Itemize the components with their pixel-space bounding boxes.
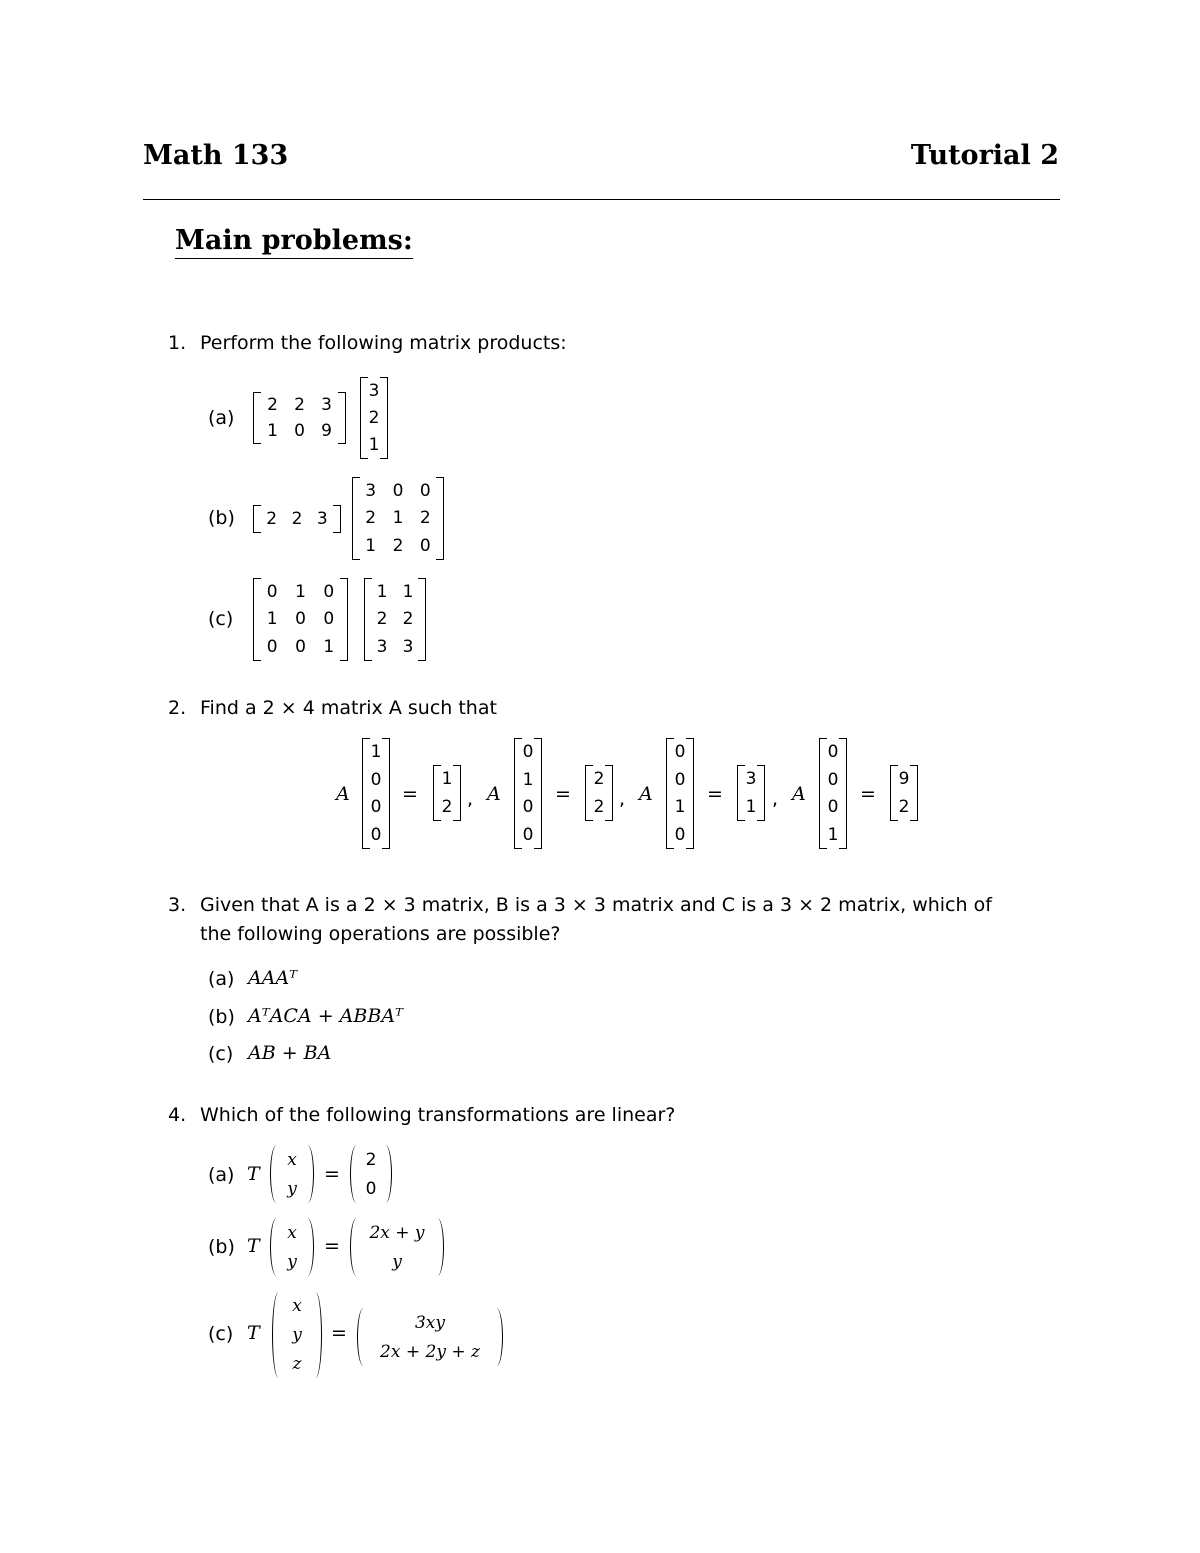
problem-3-number: 3. (168, 894, 187, 916)
header-rule (143, 199, 1060, 200)
matrix-entry: 0 (392, 480, 404, 501)
matrix-1b-left (253, 505, 341, 533)
equals-sign: = (402, 783, 418, 805)
result-vector-4 (890, 765, 918, 821)
matrix-entry: 3 (321, 395, 332, 415)
matrix-entry: 1 (392, 508, 404, 529)
problem-3c-expression: AB + BA (248, 1042, 332, 1064)
transform-T-symbol: T (247, 1235, 260, 1257)
matrix-entry: 0 (294, 421, 305, 441)
problem-1b-label: (b) (208, 507, 235, 529)
matrix-entry: 9 (321, 421, 332, 441)
vector-entry: z (292, 1353, 302, 1374)
matrix-A-symbol: A (639, 783, 653, 805)
matrix-entry: 0 (323, 581, 335, 602)
matrix-entry: 0 (674, 741, 686, 762)
matrix-entry: 0 (370, 797, 382, 818)
output-vector-4a (350, 1145, 392, 1203)
matrix-entry: 0 (674, 769, 686, 790)
result-vector-2 (585, 765, 613, 821)
matrix-entry: 2 (593, 797, 605, 817)
matrix-entry: 1 (441, 769, 453, 789)
vector-entry: 2x + y (369, 1222, 425, 1243)
vector-entry: x (292, 1296, 302, 1317)
vector-entry: 2x + 2y + z (380, 1341, 480, 1362)
result-vector-1 (433, 765, 461, 821)
problem-2-number: 2. (168, 697, 187, 719)
problem-4-text: Which of the following transformations are linear? (200, 1104, 676, 1126)
problem-3c-label: (c) (208, 1043, 234, 1065)
transform-T-symbol: T (247, 1163, 260, 1185)
matrix-entry: 3 (745, 769, 757, 789)
matrix-entry: 2 (593, 769, 605, 789)
matrix-entry: 2 (291, 509, 303, 529)
matrix-entry: 1 (402, 581, 414, 602)
problem-4-number: 4. (168, 1104, 187, 1126)
input-vector-4a (270, 1145, 314, 1203)
output-vector-4c (357, 1308, 503, 1366)
matrix-entry: 3 (376, 637, 388, 658)
matrix-entry: 2 (402, 609, 414, 630)
matrix-entry: 1 (295, 581, 306, 602)
matrix-entry: 1 (267, 421, 278, 441)
matrix-entry: 0 (827, 769, 839, 790)
comma: , (467, 788, 474, 810)
matrix-entry: 2 (898, 797, 910, 817)
matrix-entry: 3 (316, 509, 328, 529)
vector-entry: y (292, 1324, 302, 1345)
problem-1c-label: (c) (208, 608, 234, 630)
vector-entry: x (287, 1149, 297, 1170)
problem-3a-label: (a) (208, 968, 235, 990)
vector-entry: 3xy (414, 1312, 445, 1333)
matrix-1c-right (364, 578, 426, 661)
matrix-entry: 0 (827, 797, 839, 818)
basis-vector-e1 (362, 738, 390, 849)
matrix-entry: 0 (295, 609, 306, 630)
matrix-entry: 2 (368, 407, 380, 428)
matrix-A-symbol: A (336, 783, 350, 805)
matrix-entry: 0 (827, 741, 839, 762)
matrix-entry: 0 (295, 637, 306, 658)
equals-sign: = (331, 1322, 347, 1344)
problem-4a-label: (a) (208, 1164, 235, 1186)
problem-3-line-2: the following operations are possible? (200, 923, 561, 945)
matrix-1c-left (253, 578, 348, 661)
matrix-entry: 1 (376, 581, 388, 602)
matrix-entry: 0 (323, 609, 335, 630)
problem-1-number: 1. (168, 332, 187, 354)
matrix-entry: 1 (745, 797, 757, 817)
result-vector-3 (737, 765, 765, 821)
matrix-entry: 1 (368, 435, 380, 456)
basis-vector-e3 (666, 738, 694, 849)
matrix-entry: 1 (674, 797, 686, 818)
basis-vector-e2 (514, 738, 542, 849)
matrix-entry: 9 (898, 769, 910, 789)
matrix-entry: 2 (267, 395, 278, 415)
matrix-entry: 2 (441, 797, 453, 817)
matrix-A-symbol: A (792, 783, 806, 805)
problem-3b-expression: AᵀACA + ABBAᵀ (248, 1005, 404, 1027)
input-vector-4b (270, 1218, 314, 1276)
matrix-entry: 3 (368, 380, 380, 401)
vector-entry: 2 (365, 1149, 377, 1170)
matrix-entry: 1 (266, 609, 278, 630)
problem-1-text: Perform the following matrix products: (200, 332, 567, 354)
comma: , (772, 788, 779, 810)
problem-3a-expression: AAAᵀ (248, 967, 298, 989)
input-vector-4c (272, 1292, 322, 1378)
matrix-entry: 2 (376, 609, 388, 630)
equals-sign: = (860, 783, 876, 805)
matrix-entry: 0 (522, 797, 534, 818)
vector-entry: y (287, 1178, 297, 1199)
problem-3-line-1: Given that A is a 2 × 3 matrix, B is a 3 × 3 matrix and C is a 3 × 2 matrix, which of (200, 894, 992, 916)
matrix-entry: 0 (522, 825, 534, 846)
equals-sign: = (324, 1235, 340, 1257)
matrix-A-symbol: A (487, 783, 501, 805)
matrix-entry: 1 (365, 536, 377, 557)
matrix-1b-right (352, 477, 444, 560)
vector-entry: y (287, 1251, 297, 1272)
matrix-entry: 0 (674, 825, 686, 846)
matrix-entry: 2 (266, 509, 278, 529)
matrix-entry: 1 (323, 637, 335, 658)
problem-4c-label: (c) (208, 1323, 234, 1345)
problem-1a-label: (a) (208, 407, 235, 429)
section-title: Main problems: (175, 225, 413, 259)
matrix-entry: 3 (365, 480, 377, 501)
matrix-entry: 0 (370, 825, 382, 846)
comma: , (619, 788, 626, 810)
matrix-entry: 1 (522, 769, 534, 790)
problem-3b-label: (b) (208, 1006, 235, 1028)
transform-T-symbol: T (247, 1322, 260, 1344)
matrix-1a-left (253, 392, 346, 444)
matrix-entry: 2 (294, 395, 305, 415)
matrix-entry: 0 (419, 536, 431, 557)
matrix-entry: 1 (370, 741, 382, 762)
matrix-entry: 0 (370, 769, 382, 790)
matrix-entry: 0 (266, 581, 278, 602)
matrix-entry: 2 (365, 508, 377, 529)
matrix-entry: 0 (419, 480, 431, 501)
equals-sign: = (324, 1163, 340, 1185)
problem-4b-label: (b) (208, 1236, 235, 1258)
equals-sign: = (707, 783, 723, 805)
vector-entry: 0 (365, 1178, 377, 1199)
matrix-entry: 0 (266, 637, 278, 658)
matrix-1a-right (360, 377, 388, 459)
matrix-entry: 2 (392, 536, 404, 557)
output-vector-4b (350, 1218, 444, 1276)
matrix-entry: 3 (402, 637, 414, 658)
tutorial-title: Tutorial 2 (910, 140, 1059, 171)
vector-entry: y (392, 1251, 402, 1272)
equals-sign: = (555, 783, 571, 805)
vector-entry: x (287, 1222, 297, 1243)
matrix-entry: 2 (419, 508, 431, 529)
matrix-entry: 0 (522, 741, 534, 762)
problem-2-text: Find a 2 × 4 matrix A such that (200, 697, 497, 719)
basis-vector-e4 (819, 738, 847, 849)
course-title: Math 133 (143, 140, 289, 171)
matrix-entry: 1 (827, 825, 839, 846)
